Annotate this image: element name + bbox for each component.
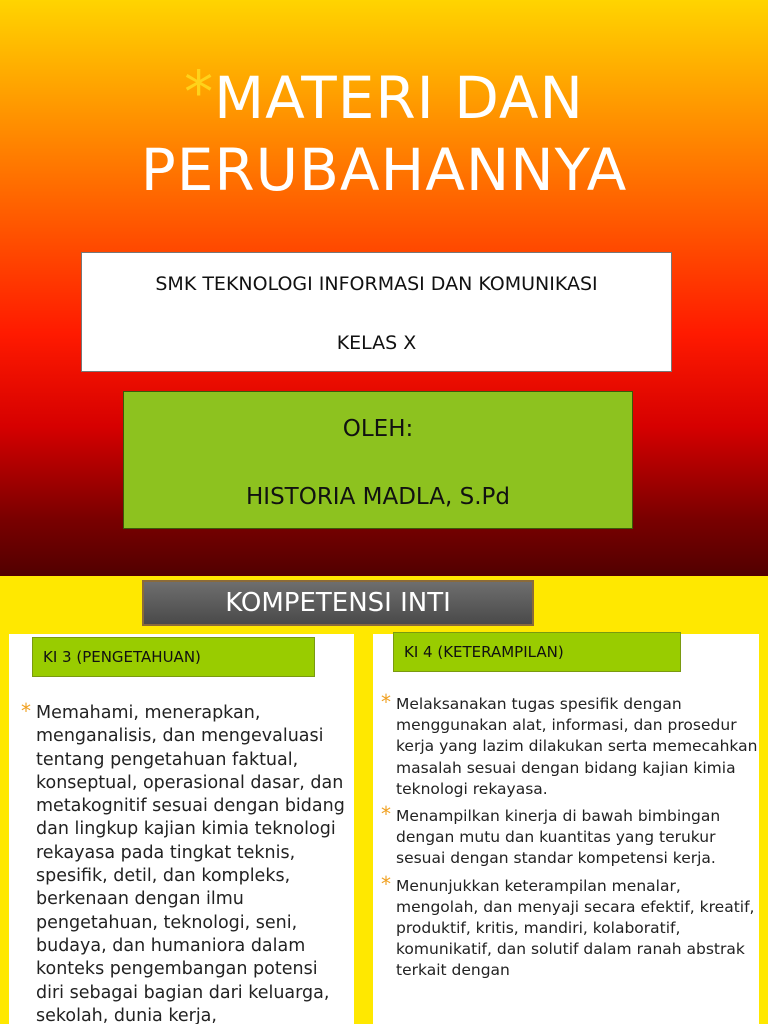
school-info-box (81, 252, 672, 372)
competency-slide (0, 576, 768, 1024)
title-line-2: PERUBAHANNYA (140, 136, 628, 204)
star-bullet-icon: * (184, 58, 215, 126)
star-bullet-icon: * (381, 690, 391, 714)
ki3-label: KI 3 (PENGETAHUAN) (32, 637, 315, 677)
slide-title (0, 58, 768, 206)
star-bullet-icon: * (381, 871, 391, 896)
competency-heading: KOMPETENSI INTI (142, 580, 534, 626)
ki4-label: KI 4 (KETERAMPILAN) (393, 632, 681, 672)
list-item: * Melaksanakan tugas spesifik dengan menggunakan alat, informasi, dan prosedur kerja yang lazim dilakukan serta memecahkan masalah sesuai dengan bidang kajian kimia teknologi rekayasa. (381, 690, 758, 798)
list-item: * Memahami, menerapkan, menganalisis, dan mengevaluasi tentang pengetahuan faktual, konseptual, operasional dasar, dan metakognitif sesuai dengan bidang dan lingkup kajian kimia teknologi rekayasa pada tingkat teknis, spesifik, detil, dan kompleks, berkenaan dengan ilmu pengetahuan, teknologi, seni, budaya, dan humaniora dalam konteks pengembangan potensi diri sebagai bagian dari keluarga, sekolah, dunia kerja, (21, 699, 345, 1024)
star-bullet-icon: * (381, 802, 391, 827)
ki4-panel (373, 634, 759, 1024)
ki4-bullet-list (381, 690, 759, 988)
author-name: HISTORIA MADLA, S.Pd (245, 484, 510, 510)
star-bullet-icon: * (21, 699, 31, 723)
list-item: * Menunjukkan keterampilan menalar, mengolah, dan menyaji secara efektif, kreatif, produktif, kritis, mandiri, kolaboratif, komunikatif, dan solutif dalam ranah abstrak terkait dengan (381, 871, 755, 980)
ki3-panel (9, 634, 354, 1024)
by-label: OLEH: (342, 416, 414, 442)
school-name: SMK TEKNOLOGI INFORMASI DAN KOMUNIKASI (155, 273, 598, 295)
class-label: KELAS X (336, 332, 417, 354)
title-line-1: MATERI DAN (214, 64, 584, 132)
author-box (123, 391, 633, 529)
ki3-bullet-list (21, 699, 351, 1024)
list-item: * Menampilkan kinerja di bawah bimbingan dengan mutu dan kuantitas yang terukur sesuai dengan standar kompetensi kerja. (381, 802, 721, 868)
